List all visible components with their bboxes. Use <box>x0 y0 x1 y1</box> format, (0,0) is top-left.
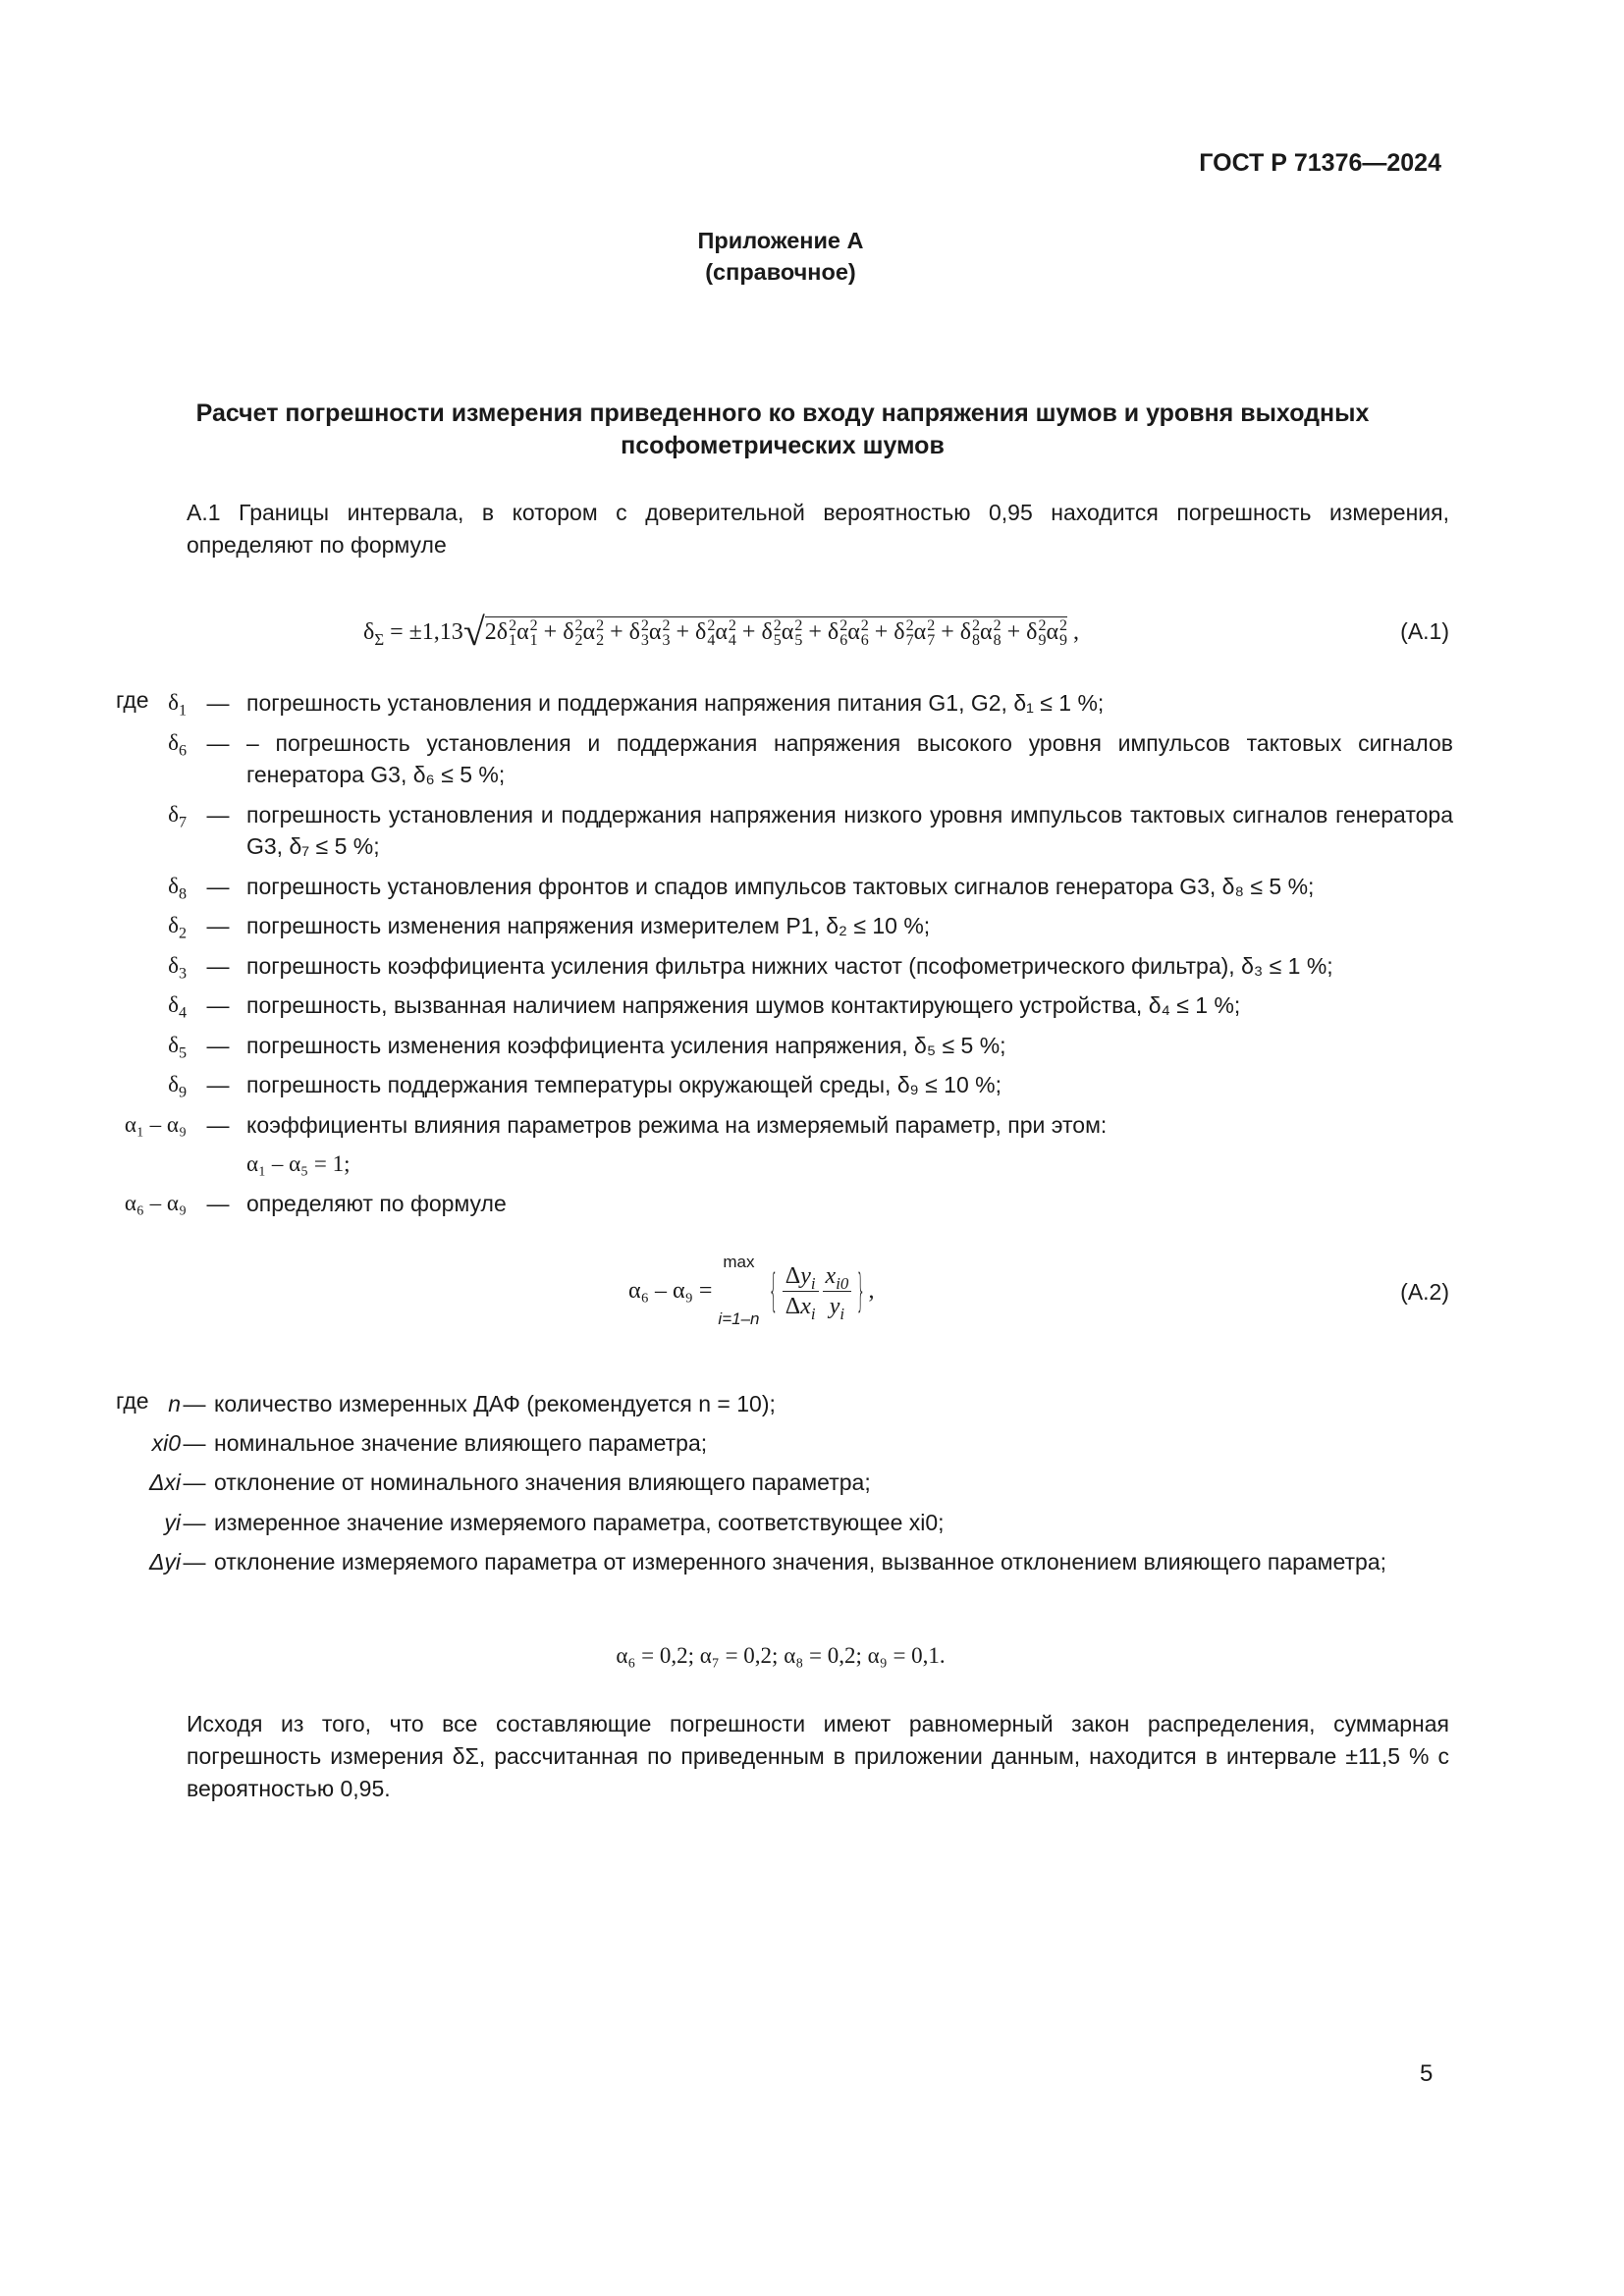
alpha-values: α₆ = 0,2; α₇ = 0,2; α₈ = 0,2; α₉ = 0,1. <box>616 1643 946 1668</box>
page-number: 5 <box>1420 2060 1434 2087</box>
section-title <box>116 398 1449 462</box>
standard-code: ГОСТ Р 71376—2024 <box>1199 149 1441 177</box>
alpha-eq: α₁ – α₅ = 1; <box>246 1151 351 1176</box>
where-label-2: где <box>116 1388 149 1414</box>
conclusion <box>116 1708 1449 1805</box>
formula-a2-op-bottom: i=1–n <box>718 1309 760 1328</box>
formula-a1: $\delta_\Sigma = \pm 1,13√2\delta$ 2 1 α 2 1 + δ 2 2 α 2 2 + δ 2 3 α 2 3 + δ 2 4 α 2 4 + δ 2 5 α 2 5 + δ 2 6 α 2 6 + δ 2 7 α 2 7 + δ 2 8 α 2 8 + δ 2 9 α 2 9 , <box>363 610 1080 654</box>
conclusion-text: Исходя из того, что все составляющие погрешности имеют равномерный закон распределения, суммарная погрешность измерения δΣ, рассчитанная по приведенным в приложении данным, находится в интервале ±11,5 % с вероятностью 0,95. <box>187 1711 1449 1801</box>
formula-a2-label: (А.2) <box>1400 1279 1449 1305</box>
annex-type: (справочное) <box>705 259 856 285</box>
paragraph-a1-text: А.1 Границы интервала, в котором с доверительной вероятностью 0,95 находится погрешность измерения, определяют по формуле <box>187 500 1449 558</box>
formula-a1-prefix: = ±1,13 <box>390 619 463 645</box>
section-title-line1: Расчет погрешности измерения приведенного ко входу напряжения шумов и уровня выходных <box>195 400 1370 427</box>
formula-a1-label: (А.1) <box>1400 618 1449 644</box>
section-title-line2: псофометрических шумов <box>621 432 945 459</box>
formula-a2: α₆ – α₉ = max i=1–n { $\frac{\Delta y_i}{\Delta x_i}$ $\frac{x_{i0}}{y_i}$ } , <box>628 1247 875 1335</box>
where-label-1: где <box>116 687 149 713</box>
formula-a2-lhs: α₆ – α₉ = <box>628 1277 713 1304</box>
annex-title: Приложение А <box>697 228 864 253</box>
paragraph-a1 <box>116 497 1449 561</box>
formula-a2-op-top: max <box>723 1253 755 1271</box>
